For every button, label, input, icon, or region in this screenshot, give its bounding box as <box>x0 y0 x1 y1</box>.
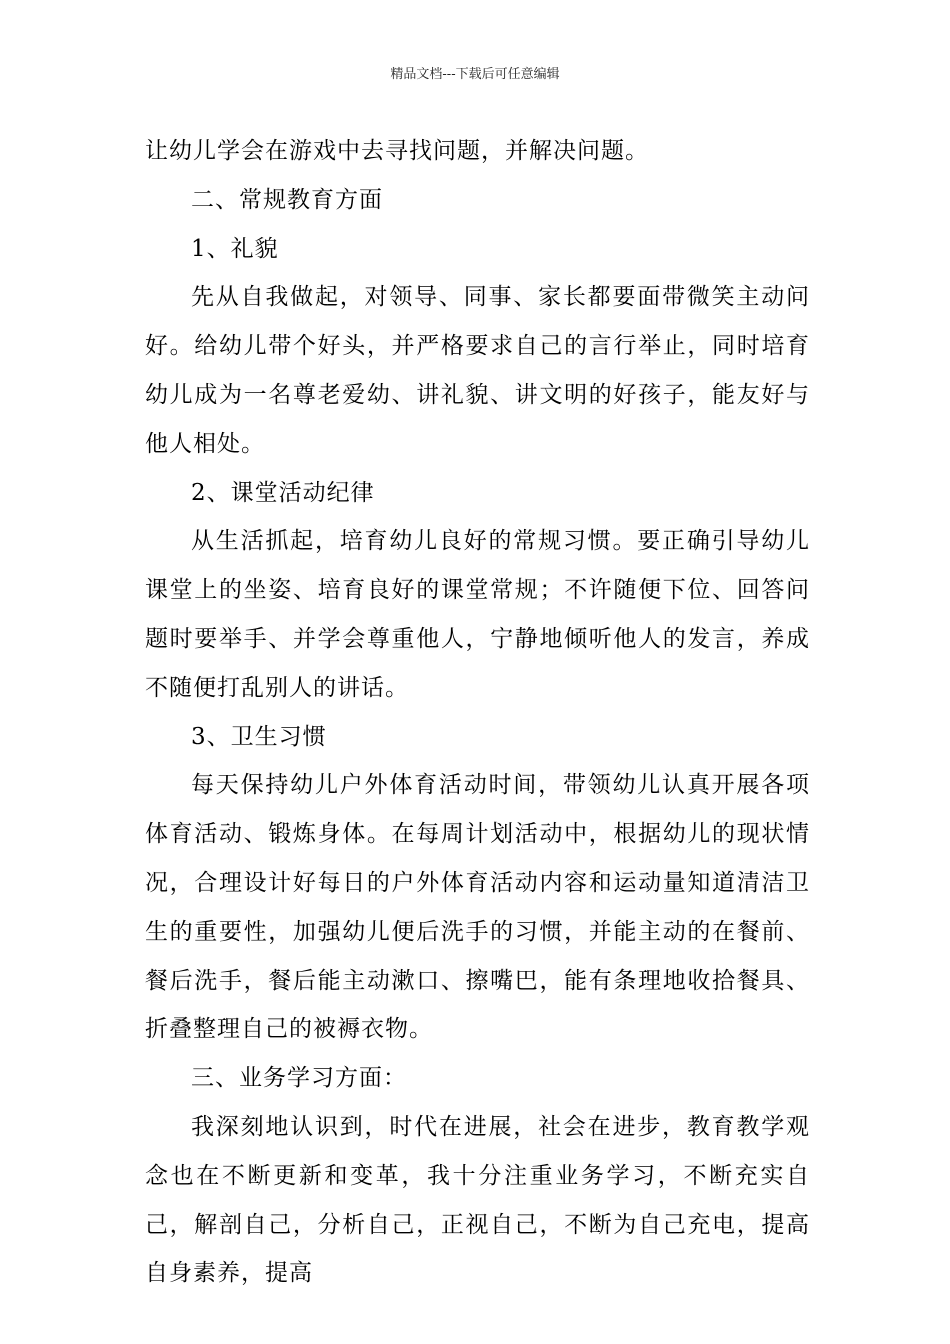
page-header: 精品文档---下载后可任意编辑 <box>390 67 560 82</box>
paragraph-professional-study: 我深刻地认识到，时代在进展，社会在进步，教育教学观念也在不断更新和变革，我十分注重业务学习，不断充实自己，解剖自己，分析自己，正视自己，不断为自己充电，提高自身素养，提高 <box>145 1113 810 1287</box>
section-heading-professional-study: 三、业务学习方面： <box>191 1065 407 1092</box>
document-body <box>145 127 810 1298</box>
paragraph-classroom-discipline: 从生活抓起，培育幼儿良好的常规习惯。要正确引导幼儿课堂上的坐姿、培育良好的课堂常规；不许随便下位、回答问题时要举手、并学会尊重他人，宁静地倾听他人的发言，养成不随便打乱别人的讲话。 <box>145 528 810 701</box>
paragraph-continuation: 让幼儿学会在游戏中去寻找问题，并解决问题。 <box>145 138 649 164</box>
subheading-hygiene-habits: 3、卫生习惯 <box>191 723 327 750</box>
subheading-manners: 1、礼貌 <box>191 235 279 262</box>
subheading-classroom-discipline: 2、课堂活动纪律 <box>191 479 375 506</box>
paragraph-hygiene-habits: 每天保持幼儿户外体育活动时间，带领幼儿认真开展各项体育活动、锻炼身体。在每周计划活动中，根据幼儿的现状情况，合理设计好每日的户外体育活动内容和运动量知道清洁卫生的重要性，加强幼儿便后洗手的习惯，并能主动的在餐前、餐后洗手，餐后能主动漱口、擦嘴巴，能有条理地收拾餐具、折叠整理自己的被褥衣物。 <box>145 772 810 1043</box>
section-heading-routine-education: 二、常规教育方面 <box>191 186 383 213</box>
paragraph-manners: 先从自我做起，对领导、同事、家长都要面带微笑主动问好。给幼儿带个好头，并严格要求自己的言行举止，同时培育幼儿成为一名尊老爱幼、讲礼貌、讲文明的好孩子，能友好与他人相处。 <box>145 284 810 457</box>
